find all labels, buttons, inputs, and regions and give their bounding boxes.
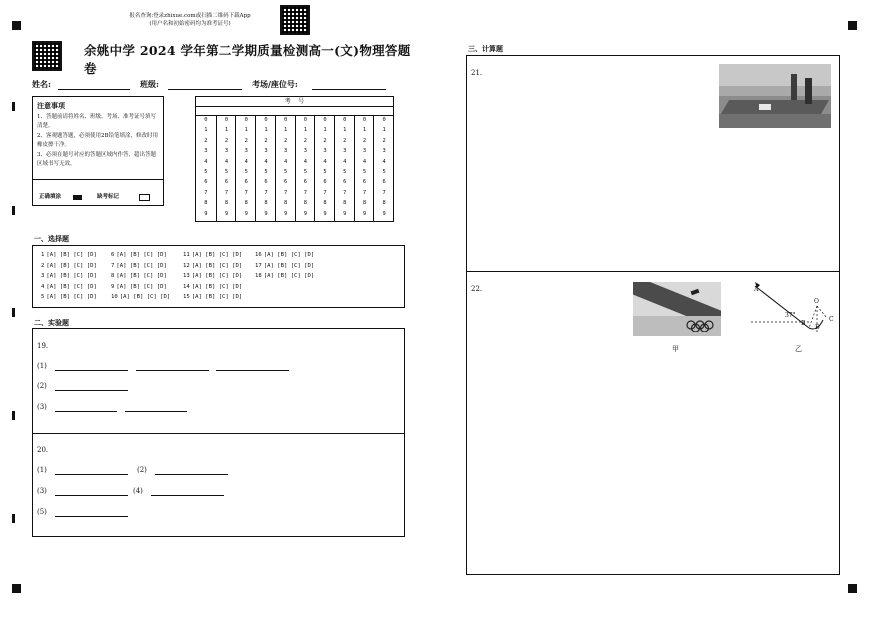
download-note-line2: (用户名和初始密码均为准考证号): [149, 21, 231, 27]
section-choice-title: 一、选择题: [34, 234, 69, 243]
exam-digit-bubble[interactable]: 0: [224, 117, 229, 123]
exam-digit-bubble[interactable]: 2: [382, 137, 386, 144]
notice-item-3: 3、必须在题号对应的答题区域内作答，超出答题区域书写无效。: [37, 152, 157, 167]
exam-digit-bubble[interactable]: 9: [323, 210, 327, 217]
choice-question-number: 3: [41, 273, 45, 279]
exam-digit-bubble[interactable]: 6: [244, 179, 248, 186]
exam-digit-bubble[interactable]: 7: [244, 189, 248, 196]
choice-question[interactable]: [41, 294, 97, 300]
choice-options[interactable]: [A] [B] [C] [D]: [191, 283, 243, 290]
exam-digit-bubble[interactable]: 1: [284, 127, 288, 134]
exam-digit-bubble[interactable]: 5: [204, 169, 208, 175]
choice-options[interactable]: [A] [B] [C] [D]: [191, 273, 243, 279]
exam-digit-bubble[interactable]: 8: [264, 200, 268, 207]
q19-part2: (2): [37, 382, 47, 390]
exam-digit-bubble[interactable]: 6: [303, 179, 307, 186]
exam-digit-bubble[interactable]: 4: [264, 158, 268, 165]
q19-part1-blank-1[interactable]: [55, 370, 128, 371]
absent-mark-box[interactable]: [139, 194, 150, 201]
download-note: [110, 12, 270, 28]
q20-part4-blank[interactable]: [151, 495, 224, 496]
exam-digit-bubble[interactable]: 7: [362, 189, 367, 196]
download-note-line1: 报名查询:登录zhixue.com或扫描二维码下载App: [129, 13, 251, 19]
choice-question[interactable]: [111, 263, 167, 269]
absent-mark-label: 缺考标记: [97, 194, 120, 200]
exam-digit-bubble[interactable]: 2: [284, 137, 288, 144]
exam-digit-bubble[interactable]: 2: [264, 137, 268, 144]
exam-digit-bubble[interactable]: 3: [244, 148, 248, 155]
exam-digit-bubble[interactable]: 0: [343, 117, 347, 123]
choice-options[interactable]: [A] [B] [C] [D]: [263, 252, 315, 258]
exam-digit-bubble[interactable]: 0: [284, 117, 288, 123]
exam-digit-bubble[interactable]: 5: [224, 169, 229, 175]
choice-question-number: 9: [111, 283, 115, 290]
exam-digit-bubble[interactable]: 9: [224, 210, 229, 217]
q20-part5: (5): [37, 508, 47, 516]
exam-digit-bubble[interactable]: 2: [343, 137, 347, 144]
q19-part2-blank[interactable]: [55, 390, 128, 391]
choice-questions: [33, 246, 404, 307]
choice-question[interactable]: [41, 252, 97, 258]
fig-b-label-a: A: [754, 286, 759, 293]
notice-divider: [33, 179, 163, 180]
choice-question-number: 14: [183, 283, 190, 290]
choice-question-number: 2: [41, 262, 45, 269]
class-field[interactable]: [168, 89, 242, 90]
exam-digit-bubble[interactable]: 5: [244, 169, 248, 175]
choice-options[interactable]: [A] [B] [C] [D]: [46, 283, 97, 290]
choice-question-number: 10: [111, 294, 118, 300]
exam-digit-bubble[interactable]: 7: [303, 189, 307, 196]
experiment-divider: [33, 433, 404, 434]
exam-digit-bubble[interactable]: 7: [323, 189, 327, 196]
exam-number-column: [354, 116, 375, 221]
exam-number-column: [314, 116, 335, 221]
fig-b-label-c: C: [829, 316, 834, 323]
choice-options[interactable]: [A] [B] [C] [D]: [46, 262, 97, 269]
exam-number-column: [295, 116, 316, 221]
exam-digit-bubble[interactable]: 2: [244, 137, 248, 144]
exam-digit-bubble[interactable]: 9: [284, 210, 288, 217]
corner-mark-bl: [12, 584, 21, 593]
exam-digit-bubble[interactable]: 9: [343, 210, 347, 217]
notice-item-2: 2、客观题答题，必须使用2B铅笔填涂，修改时用橡皮擦干净。: [37, 133, 159, 148]
exam-digit-bubble[interactable]: 3: [362, 148, 367, 155]
side-mark: [12, 102, 15, 111]
exam-digit-bubble[interactable]: 8: [343, 200, 347, 207]
page-title: 余姚中学 2024 学年第二学期质量检测高一(文)物理答题卷: [84, 43, 411, 76]
choice-question-number: 11: [183, 252, 190, 258]
exam-digit-bubble[interactable]: 7: [343, 189, 347, 196]
correct-fill-label: 正确填涂: [39, 194, 62, 200]
q22-ski-jump-photo: [633, 282, 721, 336]
q22-slope-diagram: [747, 280, 839, 340]
exam-number-column: [196, 116, 216, 221]
exam-digit-bubble[interactable]: 8: [303, 200, 307, 207]
exam-digit-bubble[interactable]: 4: [204, 158, 208, 165]
choice-question[interactable]: [183, 273, 242, 279]
side-mark: [12, 308, 15, 317]
choice-question-number: 18: [255, 273, 262, 279]
exam-digit-bubble[interactable]: 3: [264, 148, 268, 155]
exam-digit-bubble[interactable]: 5: [382, 169, 386, 175]
q20-number: 20.: [37, 446, 49, 454]
notice-box: [32, 96, 164, 206]
choice-question-number: 5: [41, 294, 45, 300]
exam-number-columns: [196, 116, 393, 221]
room-seat-field[interactable]: [312, 89, 386, 90]
exam-digit-bubble[interactable]: 4: [303, 158, 307, 165]
student-qr-code: [32, 41, 62, 71]
name-label: 姓名:: [32, 79, 51, 89]
exam-digit-bubble[interactable]: 8: [362, 200, 367, 207]
choice-options[interactable]: [A] [B] [C] [D]: [116, 262, 167, 269]
q20-part3-blank[interactable]: [55, 495, 128, 496]
exam-digit-bubble[interactable]: 1: [382, 127, 386, 134]
correct-fill-sample: [73, 195, 82, 200]
section-experiment-title: 二、实验题: [34, 318, 69, 327]
fig-b-label-b: B: [801, 320, 806, 327]
q19-part3-blank-1[interactable]: [55, 411, 117, 412]
side-mark: [12, 514, 15, 523]
exam-digit-bubble[interactable]: 1: [224, 127, 229, 134]
exam-digit-bubble[interactable]: 3: [303, 148, 307, 155]
exam-digit-bubble[interactable]: 9: [204, 210, 208, 217]
q19-part1: (1): [37, 362, 47, 370]
exam-digit-bubble[interactable]: 1: [303, 127, 307, 134]
q20-part2: (2): [137, 466, 147, 474]
exam-number-write-row[interactable]: [196, 106, 393, 116]
exam-digit-bubble[interactable]: 6: [204, 179, 208, 186]
side-mark: [12, 206, 15, 215]
choice-options[interactable]: [A] [B] [C] [D]: [263, 273, 315, 279]
exam-digit-bubble[interactable]: 0: [382, 117, 386, 123]
choice-question[interactable]: [183, 263, 242, 269]
exam-digit-bubble[interactable]: 7: [264, 189, 268, 196]
notice-heading: 注意事项: [37, 101, 65, 110]
calc-answer-box: [466, 55, 840, 575]
exam-digit-bubble[interactable]: 7: [204, 189, 208, 196]
choice-options[interactable]: [A] [B] [C] [D]: [46, 294, 97, 300]
corner-mark-br: [848, 584, 857, 593]
exam-digit-bubble[interactable]: 6: [264, 179, 268, 186]
choice-question-number: 17: [255, 262, 262, 269]
q19-part3-blank-2[interactable]: [125, 411, 187, 412]
exam-digit-bubble[interactable]: 7: [382, 189, 386, 196]
q22-number: 22.: [471, 285, 483, 293]
choice-options[interactable]: [A] [B] [C] [D]: [191, 294, 243, 300]
exam-digit-bubble[interactable]: 1: [264, 127, 268, 134]
exam-digit-bubble[interactable]: 3: [224, 148, 229, 155]
exam-digit-bubble[interactable]: 9: [382, 210, 386, 217]
exam-digit-bubble[interactable]: 5: [264, 169, 268, 175]
exam-digit-bubble[interactable]: 6: [343, 179, 347, 186]
choice-options[interactable]: [A] [B] [C] [D]: [116, 283, 167, 290]
exam-digit-bubble[interactable]: 0: [204, 117, 208, 123]
choice-question-number: 15: [183, 294, 190, 300]
exam-digit-bubble[interactable]: 8: [204, 200, 208, 207]
exam-number-column: [216, 116, 237, 221]
exam-digit-bubble[interactable]: 3: [343, 148, 347, 155]
exam-digit-bubble[interactable]: 2: [204, 137, 208, 144]
exam-digit-bubble[interactable]: 4: [224, 158, 229, 165]
corner-mark-tl: [12, 21, 21, 30]
exam-digit-bubble[interactable]: 3: [382, 148, 386, 155]
exam-digit-bubble[interactable]: 5: [343, 169, 347, 175]
exam-digit-bubble[interactable]: 8: [382, 200, 386, 207]
exam-digit-bubble[interactable]: 5: [303, 169, 307, 175]
choice-question[interactable]: [255, 263, 314, 269]
notice-item-1: 1、答题前请将姓名、班级、考场、准考证号填写清楚。: [37, 114, 157, 129]
exam-digit-bubble[interactable]: 1: [362, 127, 367, 134]
exam-digit-bubble[interactable]: 3: [323, 148, 327, 155]
q20-part4: (4): [133, 487, 143, 495]
exam-number-column: [334, 116, 355, 221]
fig-b-label-o: O: [814, 298, 819, 305]
exam-number-column: [255, 116, 276, 221]
choice-question-number: 16: [255, 252, 262, 258]
exam-digit-bubble[interactable]: 2: [303, 137, 307, 144]
exam-digit-bubble[interactable]: 1: [204, 127, 208, 134]
q20-part5-blank[interactable]: [55, 516, 128, 517]
q19-part1-blank-2[interactable]: [136, 370, 209, 371]
choice-question[interactable]: [255, 273, 314, 279]
q21-number: 21.: [471, 69, 483, 77]
choice-question[interactable]: [183, 284, 242, 290]
choice-question[interactable]: [111, 284, 167, 290]
exam-digit-bubble[interactable]: 7: [284, 189, 288, 196]
name-field[interactable]: [58, 89, 130, 90]
q19-part1-blank-3[interactable]: [216, 370, 289, 371]
exam-digit-bubble[interactable]: 8: [224, 200, 229, 207]
choice-options[interactable]: [A] [B] [C] [D]: [116, 252, 167, 258]
choice-question-number: 1: [41, 252, 45, 258]
exam-digit-bubble[interactable]: 3: [284, 148, 288, 155]
fig-b-label-d: D: [815, 324, 820, 331]
choice-question[interactable]: [255, 252, 314, 258]
experiment-answer-box: [32, 328, 405, 537]
section-calc-title: 三、计算题: [468, 44, 503, 53]
exam-digit-bubble[interactable]: 0: [303, 117, 307, 123]
choice-question[interactable]: [41, 284, 97, 290]
choice-question-number: 12: [183, 262, 190, 269]
exam-digit-bubble[interactable]: 3: [204, 148, 208, 155]
exam-digit-bubble[interactable]: 6: [284, 179, 288, 186]
exam-digit-bubble[interactable]: 5: [362, 169, 367, 175]
exam-digit-bubble[interactable]: 2: [362, 137, 367, 144]
exam-digit-bubble[interactable]: 2: [323, 137, 327, 144]
download-qr-code: [280, 5, 310, 35]
choice-question[interactable]: [41, 273, 97, 279]
exam-digit-bubble[interactable]: 9: [244, 210, 248, 217]
exam-number-column: [235, 116, 256, 221]
exam-digit-bubble[interactable]: 4: [382, 158, 386, 165]
exam-digit-bubble[interactable]: 0: [323, 117, 327, 123]
exam-number-column: [373, 116, 394, 221]
choice-options[interactable]: [A] [B] [C] [D]: [191, 262, 243, 269]
exam-digit-bubble[interactable]: 4: [362, 158, 367, 165]
exam-digit-bubble[interactable]: 6: [323, 179, 327, 186]
exam-number-column: [275, 116, 296, 221]
choice-options[interactable]: [A] [B] [C] [D]: [46, 273, 97, 279]
choice-question-number: 6: [111, 252, 115, 258]
q19-part3: (3): [37, 403, 47, 411]
q20-part1-blank[interactable]: [55, 474, 128, 475]
exam-digit-bubble[interactable]: 6: [382, 179, 386, 186]
exam-digit-bubble[interactable]: 9: [362, 210, 367, 217]
class-label: 班级:: [140, 79, 159, 89]
q20-part3: (3): [37, 487, 47, 495]
corner-mark-tr: [848, 21, 857, 30]
choice-question[interactable]: [183, 294, 242, 300]
exam-digit-bubble[interactable]: 7: [224, 189, 229, 196]
choice-options[interactable]: [A] [B] [C] [D]: [191, 252, 243, 258]
exam-digit-bubble[interactable]: 0: [264, 117, 268, 123]
exam-digit-bubble[interactable]: 4: [343, 158, 347, 165]
choice-question-number: 4: [41, 283, 45, 290]
exam-digit-bubble[interactable]: 8: [284, 200, 288, 207]
exam-number-heading: 考 号: [196, 97, 393, 107]
choice-answer-box: [32, 245, 405, 308]
q20-part1: (1): [37, 466, 47, 474]
exam-digit-bubble[interactable]: 6: [362, 179, 367, 186]
exam-digit-bubble[interactable]: 0: [362, 117, 367, 123]
fig-b-label-angle: 37°: [785, 312, 796, 319]
q22-fig-b-caption: 乙: [795, 345, 802, 353]
exam-digit-bubble[interactable]: 6: [224, 179, 229, 186]
q20-part2-blank[interactable]: [155, 474, 228, 475]
exam-digit-bubble[interactable]: 1: [343, 127, 347, 134]
exam-digit-bubble[interactable]: 8: [244, 200, 248, 207]
room-seat-label: 考场/座位号:: [252, 79, 298, 89]
choice-question[interactable]: [41, 263, 97, 269]
choice-options[interactable]: [A] [B] [C] [D]: [46, 252, 97, 258]
choice-options[interactable]: [A] [B] [C] [D]: [116, 273, 167, 279]
q21-conveyor-photo: [719, 64, 831, 128]
exam-digit-bubble[interactable]: 0: [244, 117, 248, 123]
exam-digit-bubble[interactable]: 5: [284, 169, 288, 175]
exam-digit-bubble[interactable]: 9: [303, 210, 307, 217]
exam-digit-bubble[interactable]: 4: [244, 158, 248, 165]
q22-fig-a-caption: 甲: [672, 345, 679, 353]
exam-digit-bubble[interactable]: 4: [284, 158, 288, 165]
exam-number-grid: [195, 96, 394, 222]
exam-digit-bubble[interactable]: 5: [323, 169, 327, 175]
exam-digit-bubble[interactable]: 8: [323, 200, 327, 207]
choice-options[interactable]: [A] [B] [C] [D]: [263, 262, 315, 269]
exam-digit-bubble[interactable]: 2: [224, 137, 229, 144]
q19-number: 19.: [37, 342, 49, 350]
choice-question-number: 7: [111, 262, 115, 269]
choice-question-number: 13: [183, 273, 190, 279]
choice-question[interactable]: [111, 294, 170, 300]
exam-digit-bubble[interactable]: 4: [323, 158, 327, 165]
choice-question[interactable]: [111, 252, 167, 258]
choice-options[interactable]: [A] [B] [C] [D]: [119, 294, 171, 300]
exam-digit-bubble[interactable]: 9: [264, 210, 268, 217]
choice-question[interactable]: [183, 252, 242, 258]
choice-question-number: 8: [111, 273, 115, 279]
olympic-rings-icon: [685, 320, 715, 332]
side-mark: [12, 411, 15, 420]
exam-digit-bubble[interactable]: 1: [244, 127, 248, 134]
exam-digit-bubble[interactable]: 1: [323, 127, 327, 134]
choice-question[interactable]: [111, 273, 167, 279]
